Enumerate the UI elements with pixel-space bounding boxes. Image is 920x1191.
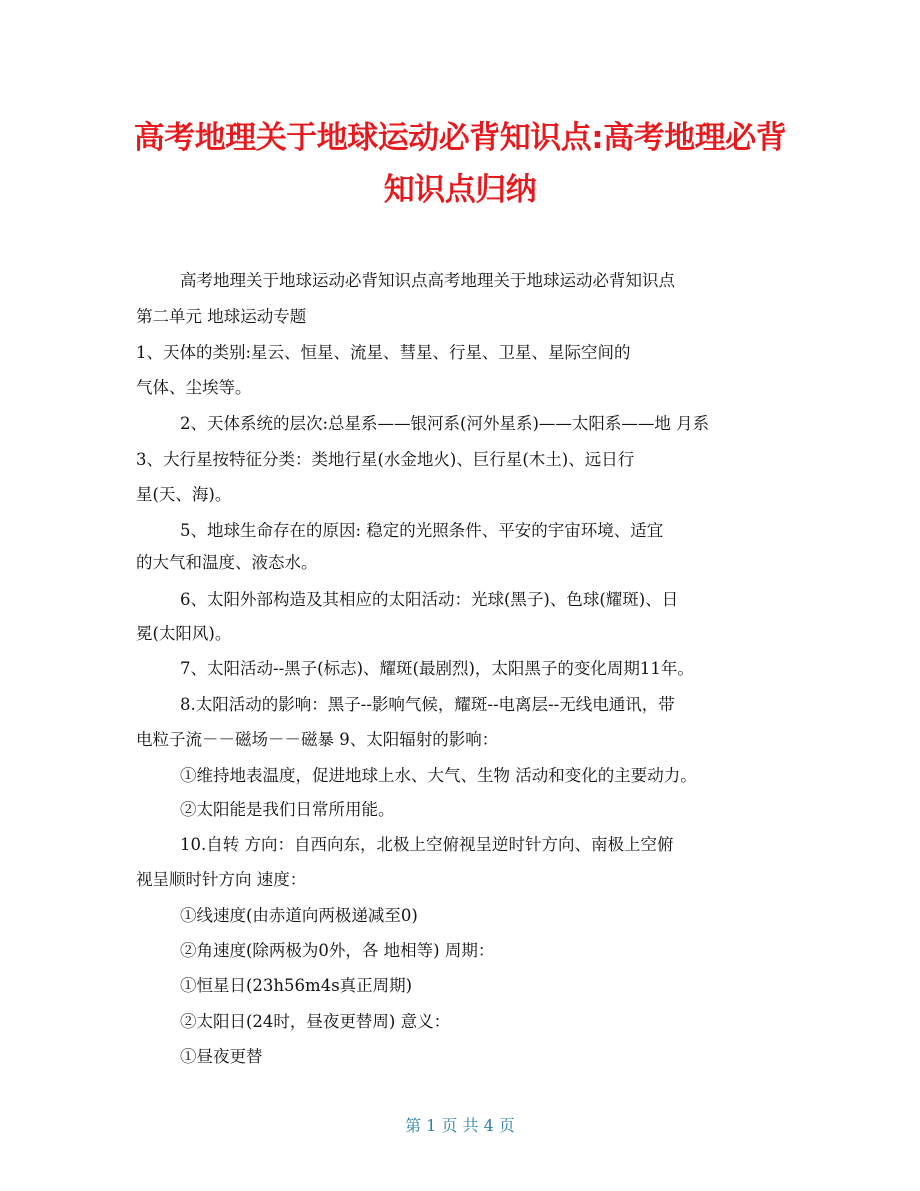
body-line: 8.太阳活动的影响：黑子--影响气候，耀斑--电离层--无线电通讯，带 — [180, 695, 675, 714]
body-line: 2、天体系统的层次:总星系——银河系(河外星系)——太阳系——地 月系 — [180, 414, 710, 433]
body-line: 的大气和温度、液态水。 — [136, 553, 318, 572]
body-line: 高考地理关于地球运动必背知识点高考地理关于地球运动必背知识点 — [180, 271, 675, 290]
body-line: 7、太阳活动--黑子(标志)、耀斑(最剧烈)，太阳黑子的变化周期11年。 — [180, 659, 694, 678]
body-line: 冕(太阳风)。 — [136, 624, 232, 643]
body-line: 5、地球生命存在的原因: 稳定的光照条件、平安的宇宙环境、适宜 — [180, 521, 664, 540]
body-line: 第二单元 地球运动专题 — [136, 307, 307, 326]
body-line: 气体、尘埃等。 — [136, 378, 252, 397]
page-number-footer: 第 1 页 共 4 页 — [405, 1116, 515, 1135]
body-line: ②太阳能是我们日常所用能。 — [180, 800, 395, 819]
body-line: ①线速度(由赤道向两极递减至0) — [180, 906, 418, 925]
body-line: 1、天体的类别:星云、恒星、流星、彗星、行星、卫星、星际空间的 — [136, 343, 631, 362]
body-line: 3、大行星按特征分类：类地行星(水金地火)、巨行星(木土)、远日行 — [136, 450, 635, 469]
body-line: ①恒星日(23h56m4s真正周期) — [180, 976, 413, 995]
body-line: 视呈顺时针方向 速度： — [136, 870, 307, 889]
body-line: ①昼夜更替 — [180, 1047, 263, 1066]
body-line: 10.自转 方向：自西向东，北极上空俯视呈逆时针方向、南极上空俯 — [180, 835, 674, 854]
body-line: ②太阳日(24时，昼夜更替周) 意义： — [180, 1012, 451, 1031]
body-line: 电粒子流－－磁场－－磁暴 9、太阳辐射的影响： — [136, 730, 499, 749]
page-title: 高考地理关于地球运动必背知识点:高考地理必背知识点归纳 — [133, 120, 787, 208]
body-line: ②角速度(除两极为0外，各 地相等) 周期： — [180, 941, 495, 960]
body-line: ①维持地表温度，促进地球上水、大气、生物 活动和变化的主要动力。 — [180, 766, 697, 785]
body-line: 6、太阳外部构造及其相应的太阳活动：光球(黑子)、色球(耀斑)、日 — [180, 590, 679, 609]
body-line: 星(天、海)。 — [136, 485, 232, 504]
